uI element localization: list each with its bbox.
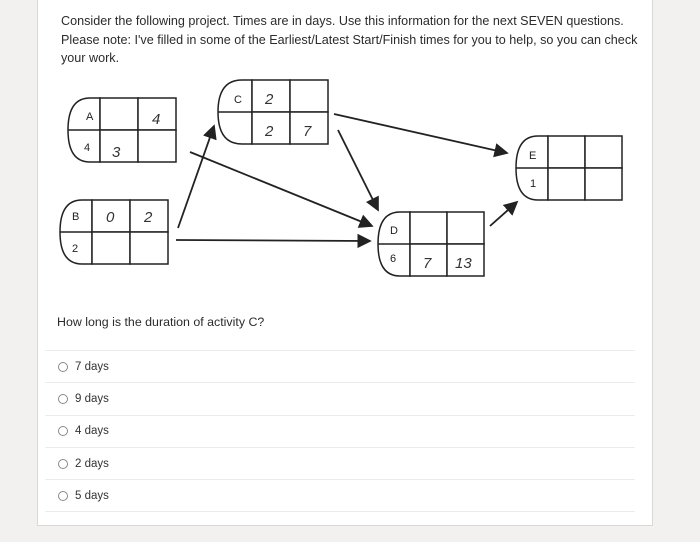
- node-a: [68, 98, 176, 162]
- answer-options: [45, 350, 635, 512]
- node-d-ls: 7: [423, 255, 432, 272]
- radio-button[interactable]: [58, 459, 68, 469]
- node-a-ef: 4: [152, 111, 161, 128]
- node-a-duration: 4: [84, 142, 91, 154]
- option-row[interactable]: [45, 350, 635, 382]
- node-b: [60, 200, 168, 264]
- radio-button[interactable]: [58, 491, 68, 501]
- node-b-duration: 2: [72, 243, 79, 255]
- arrow-b-to-d: [176, 240, 370, 241]
- option-label: 5 days: [75, 489, 109, 502]
- option-label: 2 days: [75, 457, 109, 470]
- node-d-id: D: [390, 225, 398, 237]
- node-e-duration: 1: [530, 178, 537, 190]
- radio-button[interactable]: [58, 362, 68, 372]
- question-text: How long is the duration of activity C?: [57, 315, 265, 329]
- arrow-c-to-e: [334, 114, 507, 153]
- node-b-id: B: [72, 211, 80, 223]
- node-d: [378, 212, 484, 276]
- option-row[interactable]: [45, 447, 635, 479]
- arrow-d-to-e: [490, 202, 517, 226]
- node-b-es: 0: [106, 209, 115, 226]
- radio-button[interactable]: [58, 426, 68, 436]
- node-c-id: C: [234, 94, 242, 106]
- node-c-es: 2: [265, 91, 274, 108]
- node-d-duration: 6: [390, 253, 397, 265]
- option-row[interactable]: [45, 479, 635, 512]
- node-c-lf: 7: [303, 123, 312, 140]
- node-c: [218, 80, 328, 144]
- option-label: 9 days: [75, 392, 109, 405]
- node-e-id: E: [529, 150, 537, 162]
- node-e: [516, 136, 622, 200]
- option-label: 4 days: [75, 425, 109, 438]
- node-a-id: A: [86, 111, 94, 123]
- intro-text: Consider the following project. Times are in days. Use this information for the next SEVEN questions. Please note: I've filled in some of the Earliest/Latest Start/Finish times for you to help, so you can check your work.: [61, 14, 638, 65]
- arrow-c-to-d: [338, 130, 378, 210]
- node-b-ef: 2: [144, 209, 153, 226]
- arrow-a-to-d: [190, 152, 372, 226]
- option-row[interactable]: [45, 382, 635, 414]
- node-a-ls: 3: [112, 144, 121, 161]
- node-c-ls: 2: [265, 123, 274, 140]
- radio-button[interactable]: [58, 394, 68, 404]
- arrow-b-to-c: [178, 126, 214, 228]
- option-label: 7 days: [75, 360, 109, 373]
- option-row[interactable]: [45, 415, 635, 447]
- node-d-lf: 13: [455, 255, 472, 272]
